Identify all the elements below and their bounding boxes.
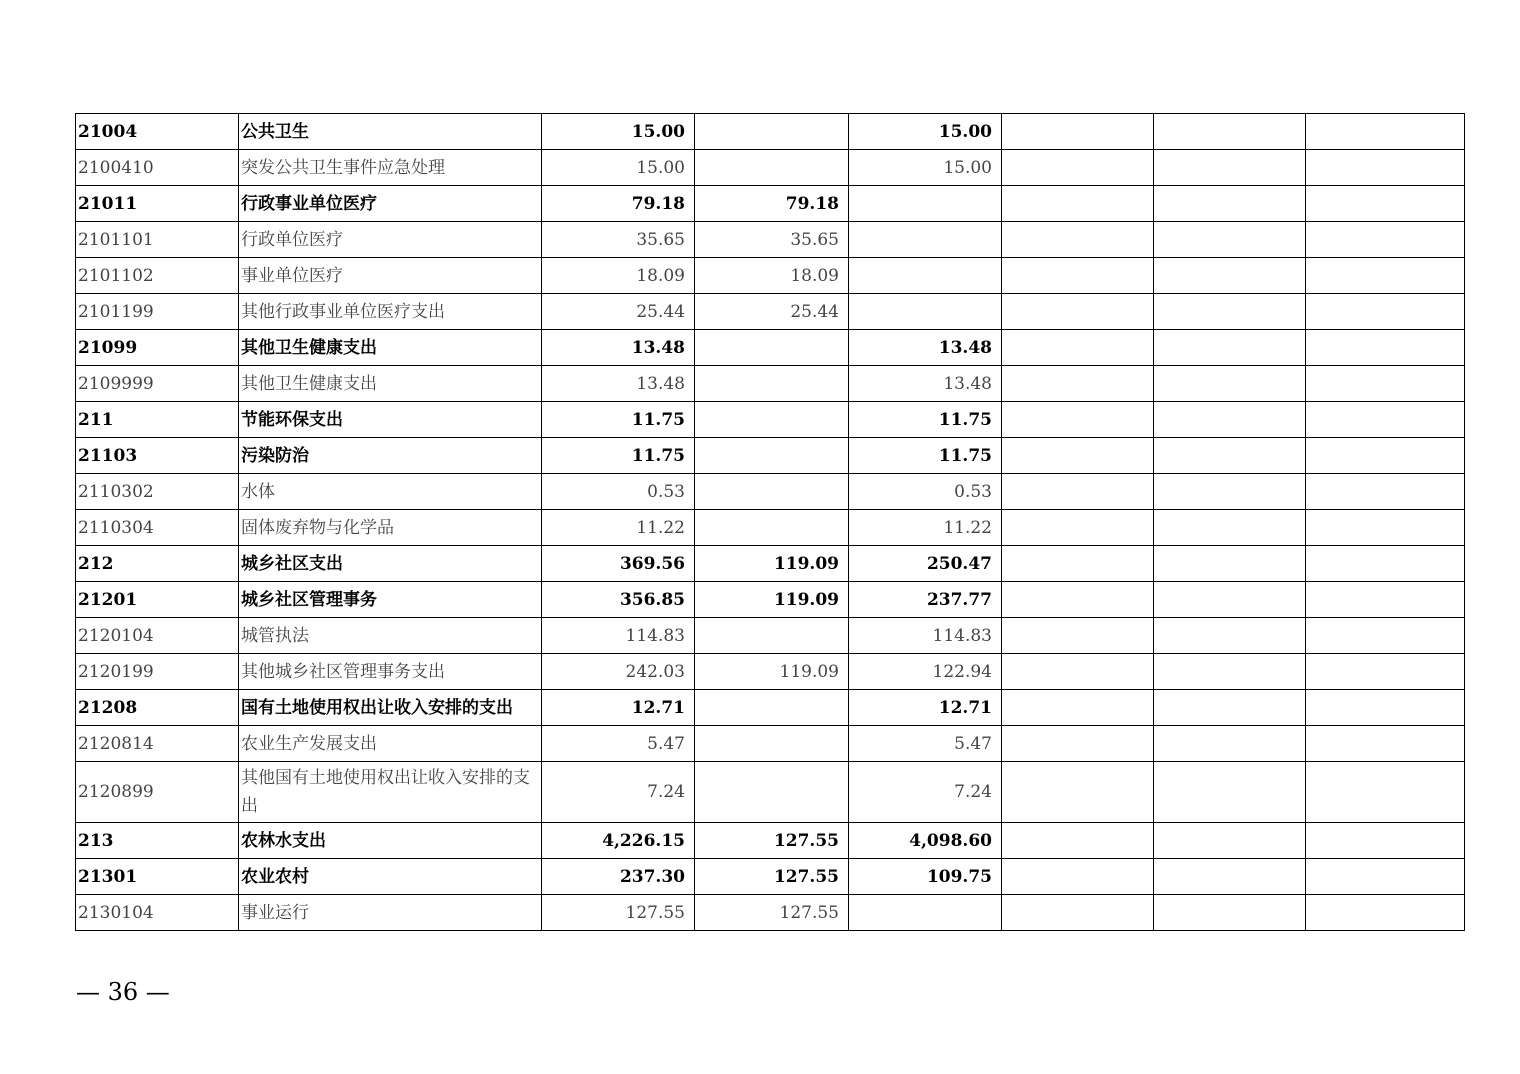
basic-expense-cell bbox=[695, 402, 849, 438]
table-row bbox=[76, 546, 1465, 582]
column-7-cell bbox=[1154, 402, 1306, 438]
column-8-cell bbox=[1306, 330, 1465, 366]
column-7-cell bbox=[1154, 294, 1306, 330]
basic-expense-cell bbox=[695, 618, 849, 654]
table-row bbox=[76, 690, 1465, 726]
column-8-cell bbox=[1306, 654, 1465, 690]
total-cell: 35.65 bbox=[542, 222, 695, 258]
column-8-cell bbox=[1306, 186, 1465, 222]
column-8-cell bbox=[1306, 402, 1465, 438]
table-row bbox=[76, 762, 1465, 823]
name-cell: 城管执法 bbox=[239, 618, 542, 654]
column-6-cell bbox=[1002, 438, 1154, 474]
column-6-cell bbox=[1002, 402, 1154, 438]
table-row bbox=[76, 474, 1465, 510]
basic-expense-cell bbox=[695, 690, 849, 726]
basic-expense-cell: 127.55 bbox=[695, 859, 849, 895]
table-row bbox=[76, 114, 1465, 150]
column-7-cell bbox=[1154, 510, 1306, 546]
name-cell: 节能环保支出 bbox=[239, 402, 542, 438]
total-cell: 12.71 bbox=[542, 690, 695, 726]
basic-expense-cell bbox=[695, 762, 849, 823]
column-8-cell bbox=[1306, 438, 1465, 474]
project-expense-cell: 12.71 bbox=[849, 690, 1002, 726]
column-6-cell bbox=[1002, 618, 1154, 654]
column-7-cell bbox=[1154, 582, 1306, 618]
name-cell: 固体废弃物与化学品 bbox=[239, 510, 542, 546]
total-cell: 356.85 bbox=[542, 582, 695, 618]
total-cell: 11.75 bbox=[542, 438, 695, 474]
project-expense-cell: 15.00 bbox=[849, 114, 1002, 150]
column-8-cell bbox=[1306, 895, 1465, 931]
table-row bbox=[76, 510, 1465, 546]
basic-expense-cell bbox=[695, 726, 849, 762]
name-cell: 农林水支出 bbox=[239, 823, 542, 859]
total-cell: 79.18 bbox=[542, 186, 695, 222]
total-cell: 0.53 bbox=[542, 474, 695, 510]
project-expense-cell: 13.48 bbox=[849, 366, 1002, 402]
code-cell: 2120199 bbox=[76, 654, 239, 690]
total-cell: 127.55 bbox=[542, 895, 695, 931]
table-row bbox=[76, 150, 1465, 186]
basic-expense-cell: 127.55 bbox=[695, 823, 849, 859]
table-row bbox=[76, 186, 1465, 222]
column-6-cell bbox=[1002, 294, 1154, 330]
column-6-cell bbox=[1002, 654, 1154, 690]
project-expense-cell: 11.22 bbox=[849, 510, 1002, 546]
column-8-cell bbox=[1306, 762, 1465, 823]
total-cell: 369.56 bbox=[542, 546, 695, 582]
project-expense-cell: 11.75 bbox=[849, 438, 1002, 474]
budget-table bbox=[75, 113, 1465, 931]
column-8-cell bbox=[1306, 150, 1465, 186]
name-cell: 其他国有土地使用权出让收入安排的支出 bbox=[239, 762, 542, 823]
total-cell: 7.24 bbox=[542, 762, 695, 823]
column-6-cell bbox=[1002, 762, 1154, 823]
code-cell: 21004 bbox=[76, 114, 239, 150]
column-6-cell bbox=[1002, 474, 1154, 510]
basic-expense-cell: 127.55 bbox=[695, 895, 849, 931]
table-row bbox=[76, 582, 1465, 618]
project-expense-cell: 13.48 bbox=[849, 330, 1002, 366]
column-7-cell bbox=[1154, 546, 1306, 582]
name-cell: 事业运行 bbox=[239, 895, 542, 931]
basic-expense-cell bbox=[695, 438, 849, 474]
column-7-cell bbox=[1154, 330, 1306, 366]
total-cell: 18.09 bbox=[542, 258, 695, 294]
code-cell: 2100410 bbox=[76, 150, 239, 186]
code-cell: 213 bbox=[76, 823, 239, 859]
column-7-cell bbox=[1154, 366, 1306, 402]
name-cell: 水体 bbox=[239, 474, 542, 510]
column-6-cell bbox=[1002, 546, 1154, 582]
basic-expense-cell: 79.18 bbox=[695, 186, 849, 222]
column-6-cell bbox=[1002, 510, 1154, 546]
code-cell: 21011 bbox=[76, 186, 239, 222]
code-cell: 2120104 bbox=[76, 618, 239, 654]
column-6-cell bbox=[1002, 258, 1154, 294]
project-expense-cell bbox=[849, 895, 1002, 931]
name-cell: 行政单位医疗 bbox=[239, 222, 542, 258]
table-row bbox=[76, 726, 1465, 762]
column-8-cell bbox=[1306, 582, 1465, 618]
name-cell: 国有土地使用权出让收入安排的支出 bbox=[239, 690, 542, 726]
total-cell: 5.47 bbox=[542, 726, 695, 762]
code-cell: 21301 bbox=[76, 859, 239, 895]
total-cell: 15.00 bbox=[542, 114, 695, 150]
column-8-cell bbox=[1306, 618, 1465, 654]
table-row bbox=[76, 618, 1465, 654]
page-number: — 36 — bbox=[76, 978, 170, 1006]
project-expense-cell: 0.53 bbox=[849, 474, 1002, 510]
name-cell: 其他行政事业单位医疗支出 bbox=[239, 294, 542, 330]
basic-expense-cell: 119.09 bbox=[695, 582, 849, 618]
code-cell: 2109999 bbox=[76, 366, 239, 402]
column-6-cell bbox=[1002, 823, 1154, 859]
total-cell: 11.22 bbox=[542, 510, 695, 546]
table-row bbox=[76, 438, 1465, 474]
column-7-cell bbox=[1154, 222, 1306, 258]
code-cell: 212 bbox=[76, 546, 239, 582]
code-cell: 21208 bbox=[76, 690, 239, 726]
column-7-cell bbox=[1154, 654, 1306, 690]
name-cell: 其他卫生健康支出 bbox=[239, 330, 542, 366]
column-6-cell bbox=[1002, 366, 1154, 402]
code-cell: 21103 bbox=[76, 438, 239, 474]
project-expense-cell bbox=[849, 222, 1002, 258]
column-7-cell bbox=[1154, 859, 1306, 895]
total-cell: 15.00 bbox=[542, 150, 695, 186]
project-expense-cell: 5.47 bbox=[849, 726, 1002, 762]
code-cell: 2110304 bbox=[76, 510, 239, 546]
column-6-cell bbox=[1002, 222, 1154, 258]
column-6-cell bbox=[1002, 330, 1154, 366]
code-cell: 2130104 bbox=[76, 895, 239, 931]
total-cell: 13.48 bbox=[542, 330, 695, 366]
basic-expense-cell bbox=[695, 366, 849, 402]
column-7-cell bbox=[1154, 186, 1306, 222]
column-6-cell bbox=[1002, 114, 1154, 150]
total-cell: 25.44 bbox=[542, 294, 695, 330]
code-cell: 21099 bbox=[76, 330, 239, 366]
column-6-cell bbox=[1002, 150, 1154, 186]
project-expense-cell: 114.83 bbox=[849, 618, 1002, 654]
column-7-cell bbox=[1154, 474, 1306, 510]
column-8-cell bbox=[1306, 258, 1465, 294]
column-7-cell bbox=[1154, 618, 1306, 654]
column-8-cell bbox=[1306, 859, 1465, 895]
basic-expense-cell: 35.65 bbox=[695, 222, 849, 258]
table-row bbox=[76, 859, 1465, 895]
table-row bbox=[76, 294, 1465, 330]
column-7-cell bbox=[1154, 690, 1306, 726]
code-cell: 2101102 bbox=[76, 258, 239, 294]
project-expense-cell: 122.94 bbox=[849, 654, 1002, 690]
name-cell: 污染防治 bbox=[239, 438, 542, 474]
column-6-cell bbox=[1002, 582, 1154, 618]
column-6-cell bbox=[1002, 895, 1154, 931]
project-expense-cell: 11.75 bbox=[849, 402, 1002, 438]
total-cell: 237.30 bbox=[542, 859, 695, 895]
total-cell: 242.03 bbox=[542, 654, 695, 690]
name-cell: 其他城乡社区管理事务支出 bbox=[239, 654, 542, 690]
column-8-cell bbox=[1306, 726, 1465, 762]
table-row bbox=[76, 895, 1465, 931]
project-expense-cell: 7.24 bbox=[849, 762, 1002, 823]
column-8-cell bbox=[1306, 690, 1465, 726]
column-8-cell bbox=[1306, 823, 1465, 859]
code-cell: 2101199 bbox=[76, 294, 239, 330]
name-cell: 事业单位医疗 bbox=[239, 258, 542, 294]
name-cell: 行政事业单位医疗 bbox=[239, 186, 542, 222]
table-body bbox=[76, 114, 1465, 931]
column-8-cell bbox=[1306, 546, 1465, 582]
total-cell: 4,226.15 bbox=[542, 823, 695, 859]
basic-expense-cell: 18.09 bbox=[695, 258, 849, 294]
name-cell: 城乡社区管理事务 bbox=[239, 582, 542, 618]
column-6-cell bbox=[1002, 859, 1154, 895]
column-6-cell bbox=[1002, 726, 1154, 762]
project-expense-cell bbox=[849, 258, 1002, 294]
project-expense-cell: 109.75 bbox=[849, 859, 1002, 895]
column-7-cell bbox=[1154, 726, 1306, 762]
column-8-cell bbox=[1306, 510, 1465, 546]
basic-expense-cell bbox=[695, 114, 849, 150]
code-cell: 2101101 bbox=[76, 222, 239, 258]
name-cell: 其他卫生健康支出 bbox=[239, 366, 542, 402]
project-expense-cell bbox=[849, 186, 1002, 222]
name-cell: 公共卫生 bbox=[239, 114, 542, 150]
column-8-cell bbox=[1306, 114, 1465, 150]
table-row bbox=[76, 823, 1465, 859]
basic-expense-cell bbox=[695, 474, 849, 510]
column-8-cell bbox=[1306, 366, 1465, 402]
basic-expense-cell: 119.09 bbox=[695, 546, 849, 582]
code-cell: 21201 bbox=[76, 582, 239, 618]
project-expense-cell: 250.47 bbox=[849, 546, 1002, 582]
basic-expense-cell bbox=[695, 150, 849, 186]
column-6-cell bbox=[1002, 186, 1154, 222]
code-cell: 2110302 bbox=[76, 474, 239, 510]
table-row bbox=[76, 330, 1465, 366]
code-cell: 2120899 bbox=[76, 762, 239, 823]
column-7-cell bbox=[1154, 823, 1306, 859]
total-cell: 13.48 bbox=[542, 366, 695, 402]
basic-expense-cell bbox=[695, 330, 849, 366]
project-expense-cell: 4,098.60 bbox=[849, 823, 1002, 859]
column-7-cell bbox=[1154, 114, 1306, 150]
column-7-cell bbox=[1154, 438, 1306, 474]
column-7-cell bbox=[1154, 150, 1306, 186]
code-cell: 211 bbox=[76, 402, 239, 438]
column-7-cell bbox=[1154, 258, 1306, 294]
table-row bbox=[76, 402, 1465, 438]
table-row bbox=[76, 222, 1465, 258]
table-row bbox=[76, 654, 1465, 690]
project-expense-cell: 237.77 bbox=[849, 582, 1002, 618]
basic-expense-cell bbox=[695, 510, 849, 546]
table-row bbox=[76, 258, 1465, 294]
name-cell: 农业生产发展支出 bbox=[239, 726, 542, 762]
name-cell: 农业农村 bbox=[239, 859, 542, 895]
column-7-cell bbox=[1154, 762, 1306, 823]
project-expense-cell bbox=[849, 294, 1002, 330]
table-row bbox=[76, 366, 1465, 402]
name-cell: 突发公共卫生事件应急处理 bbox=[239, 150, 542, 186]
code-cell: 2120814 bbox=[76, 726, 239, 762]
column-8-cell bbox=[1306, 222, 1465, 258]
column-6-cell bbox=[1002, 690, 1154, 726]
column-7-cell bbox=[1154, 895, 1306, 931]
project-expense-cell: 15.00 bbox=[849, 150, 1002, 186]
name-cell: 城乡社区支出 bbox=[239, 546, 542, 582]
total-cell: 11.75 bbox=[542, 402, 695, 438]
total-cell: 114.83 bbox=[542, 618, 695, 654]
column-8-cell bbox=[1306, 474, 1465, 510]
basic-expense-cell: 25.44 bbox=[695, 294, 849, 330]
basic-expense-cell: 119.09 bbox=[695, 654, 849, 690]
column-8-cell bbox=[1306, 294, 1465, 330]
